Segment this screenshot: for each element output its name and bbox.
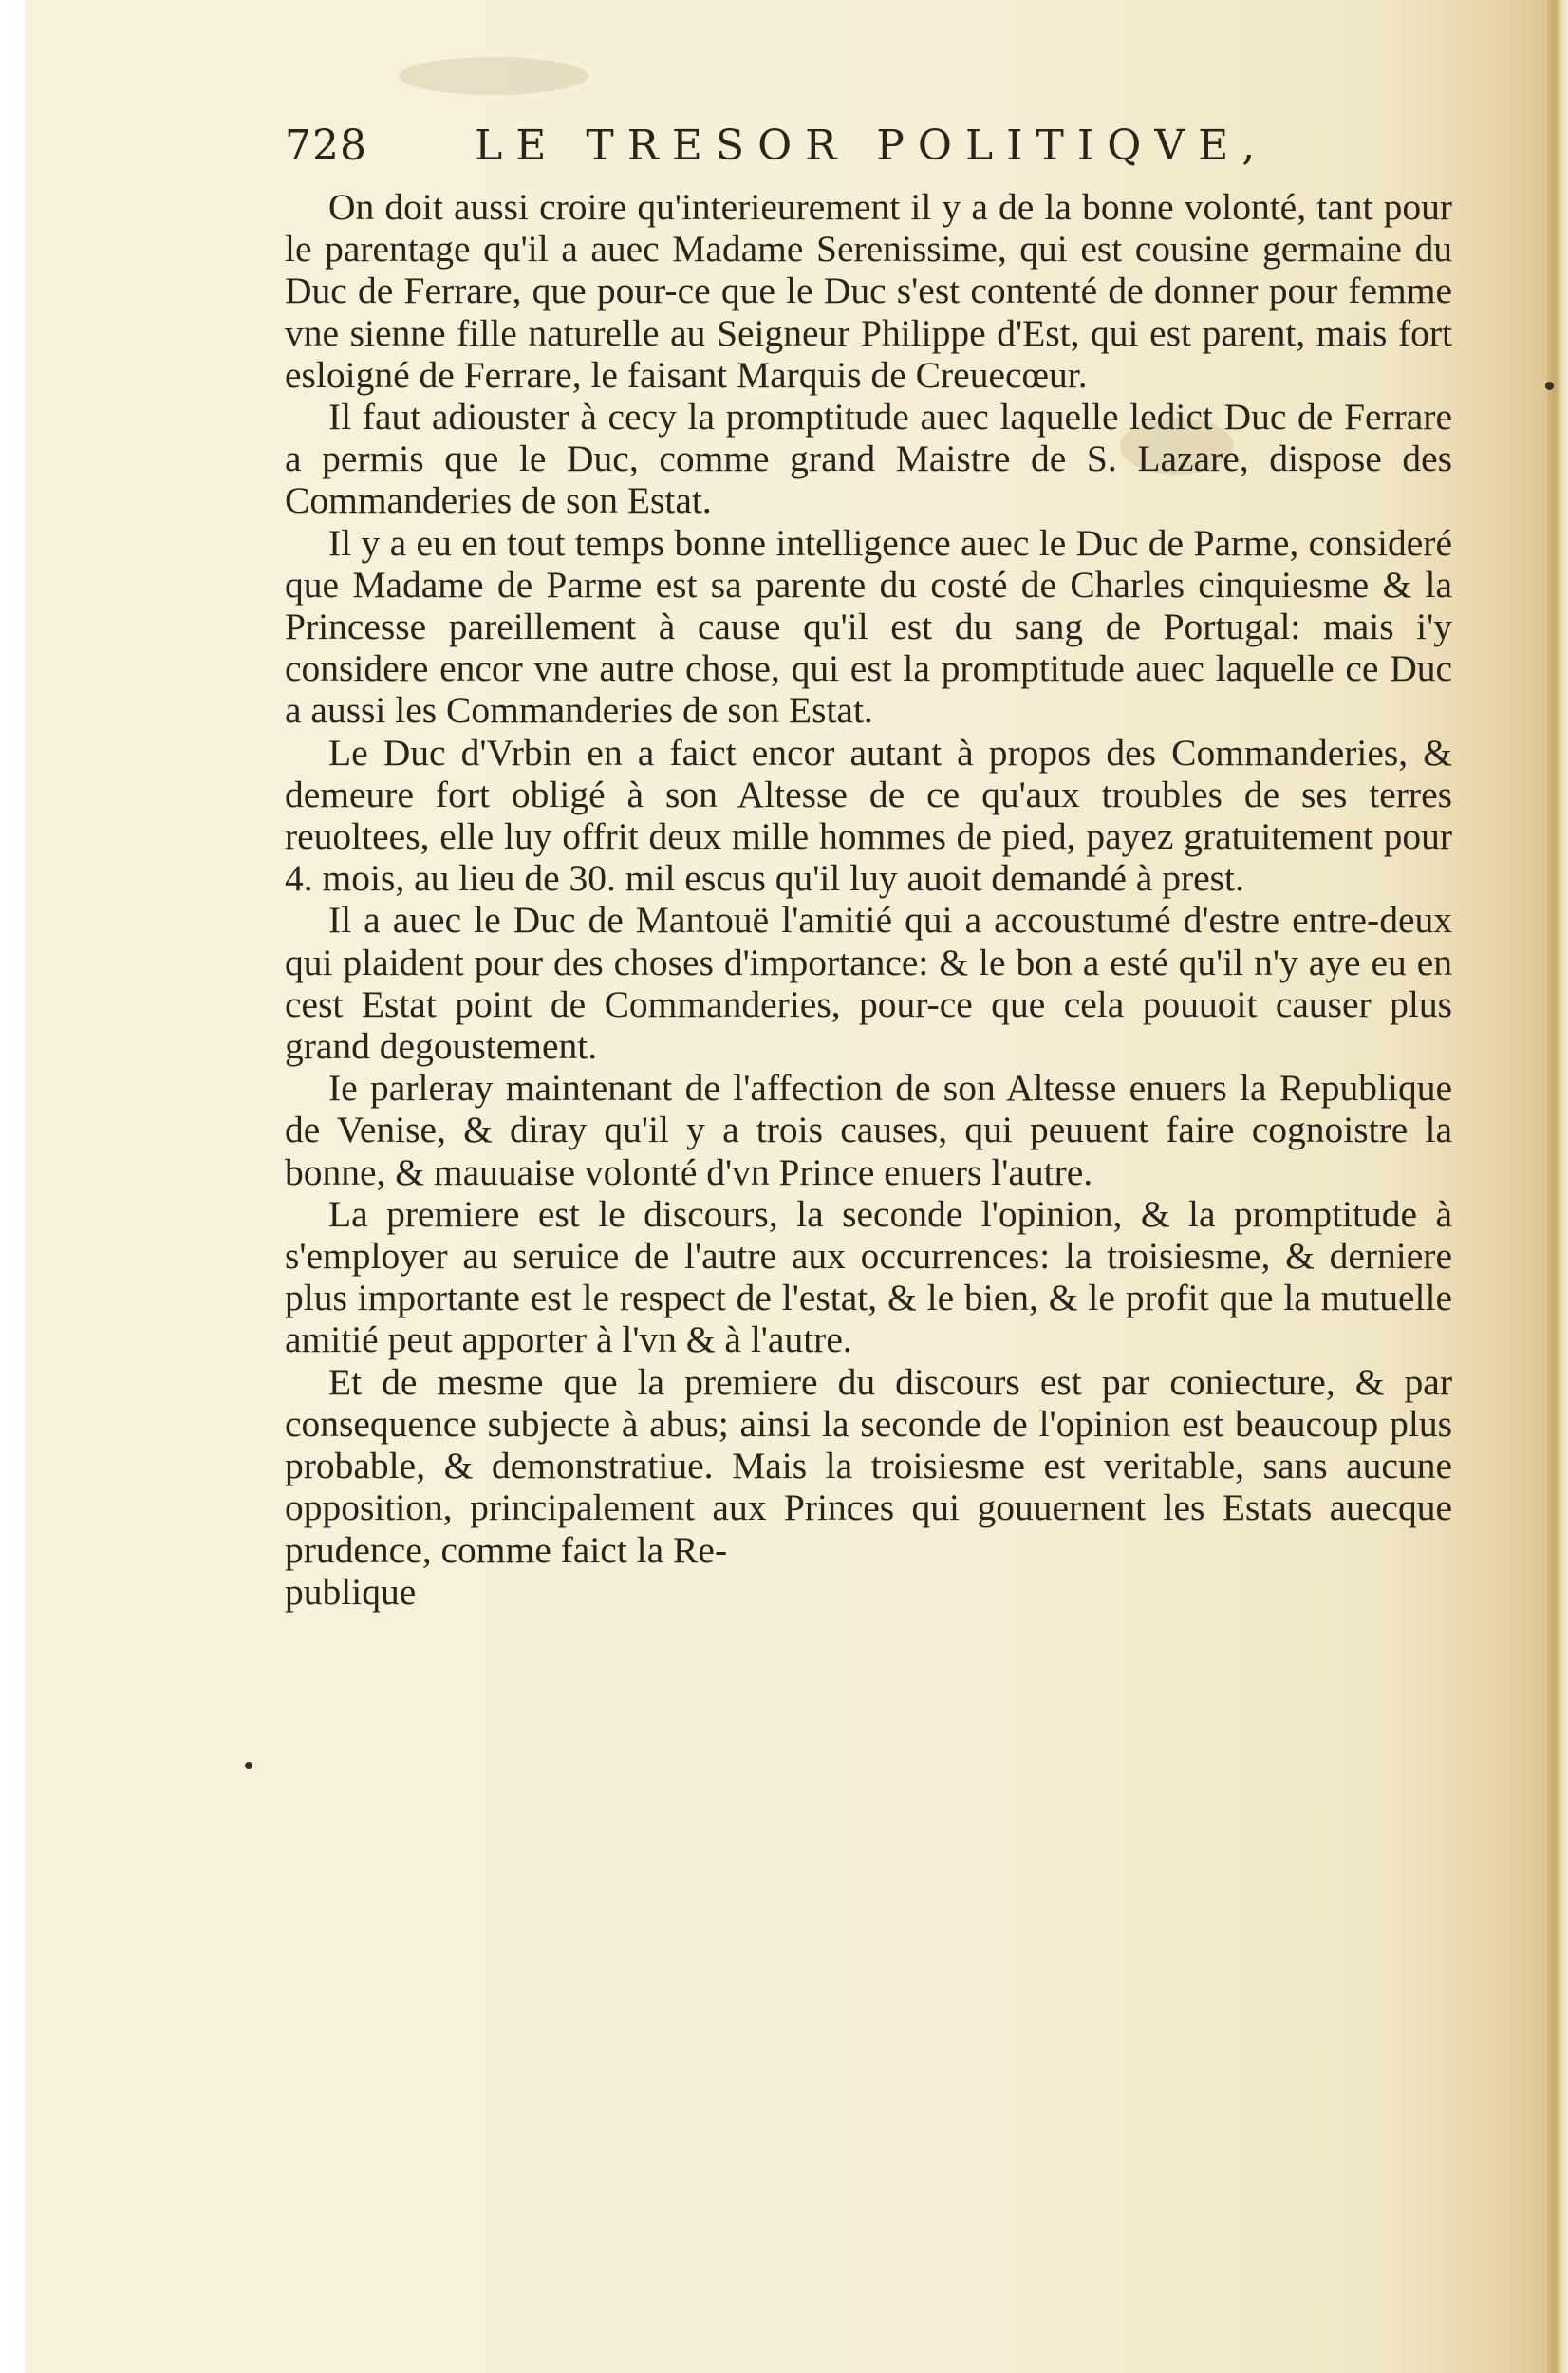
body-text	[285, 186, 1452, 1613]
paragraph: La premiere est le discours, la seconde l'opinion, & la promptitude à s'employer au seruice de l'autre aux occurrences: la troisiesme, & derniere plus importante est le respect de l'estat, & le bien, & le profit que la mutuelle amitié peut apporter à l'vn & à l'autre.	[285, 1192, 1452, 1361]
ink-speck	[1545, 382, 1554, 390]
page-number: 728	[285, 121, 367, 170]
page-edge-shadow	[1547, 0, 1568, 2373]
running-title: LE TRESOR POLITIQVE,	[475, 121, 1269, 170]
paragraph: Il a auec le Duc de Mantouë l'amitié qui a accoustumé d'estre entre-deux qui plaident pour des choses d'importance: & le bon a esté qu'il n'y aye eu en cest Estat point de Commanderies, pour-ce que cela pouuoit causer plus grand degoustement.	[285, 899, 1452, 1068]
ink-speck	[245, 1762, 252, 1769]
paragraph: Le Duc d'Vrbin en a faict encor autant à propos des Commanderies, & demeure fort obligé à son Altesse de ce qu'aux troubles de ses terres reuoltees, elle luy offrit deux mille hommes de pied, payez gratuitement pour 4. mois, au lieu de 30. mil escus qu'il luy auoit demandé à prest.	[285, 731, 1452, 900]
page-gutter	[0, 0, 25, 2373]
paragraph: Il faut adiouster à cecy la promptitude auec laquelle ledict Duc de Ferrare a permis que le Duc, comme grand Maistre de S. Lazare, dispose des Commanderies de son Estat.	[285, 396, 1452, 522]
paragraph: Il y a eu en tout temps bonne intelligence auec le Duc de Parme, consideré que Madame de Parme est sa parente du costé de Charles cinquiesme & la Princesse pareillement à cause qu'il est du sang de Portugal: mais i'y considere encor vne autre chose, qui est la promptitude auec laquelle ce Duc a aussi les Commanderies de son Estat.	[285, 521, 1452, 732]
page-header	[285, 121, 1462, 178]
paragraph: Ie parleray maintenant de l'affection de son Altesse enuers la Republique de Venise, & diray qu'il y a trois causes, qui peuuent faire cognoistre la bonne, & mauuaise volonté d'vn Prince enuers l'autre.	[285, 1067, 1452, 1193]
catchword: publique	[285, 1570, 417, 1613]
paragraph: On doit aussi croire qu'interieurement il y a de la bonne volonté, tant pour le parentage qu'il a auec Madame Serenissime, qui est cousine germaine du Duc de Ferrare, que pour-ce que le Duc s'est contenté de donner pour femme vne sienne fille naturelle au Seigneur Philippe d'Est, qui est parent, mais fort esloigné de Ferrare, le faisant Marquis de Creuecœur.	[285, 186, 1452, 396]
paragraph: Et de mesme que la premiere du discours est par coniecture, & par consequence subjecte à abus; ainsi la seconde de l'opinion est beaucoup plus probable, & demonstratiue. Mais la troisiesme est veritable, sans aucune opposition, principalement aux Princes qui gouuernent les Estats auecque prudence, comme faict la Re-	[285, 1360, 1452, 1571]
paper-stain	[399, 57, 588, 95]
